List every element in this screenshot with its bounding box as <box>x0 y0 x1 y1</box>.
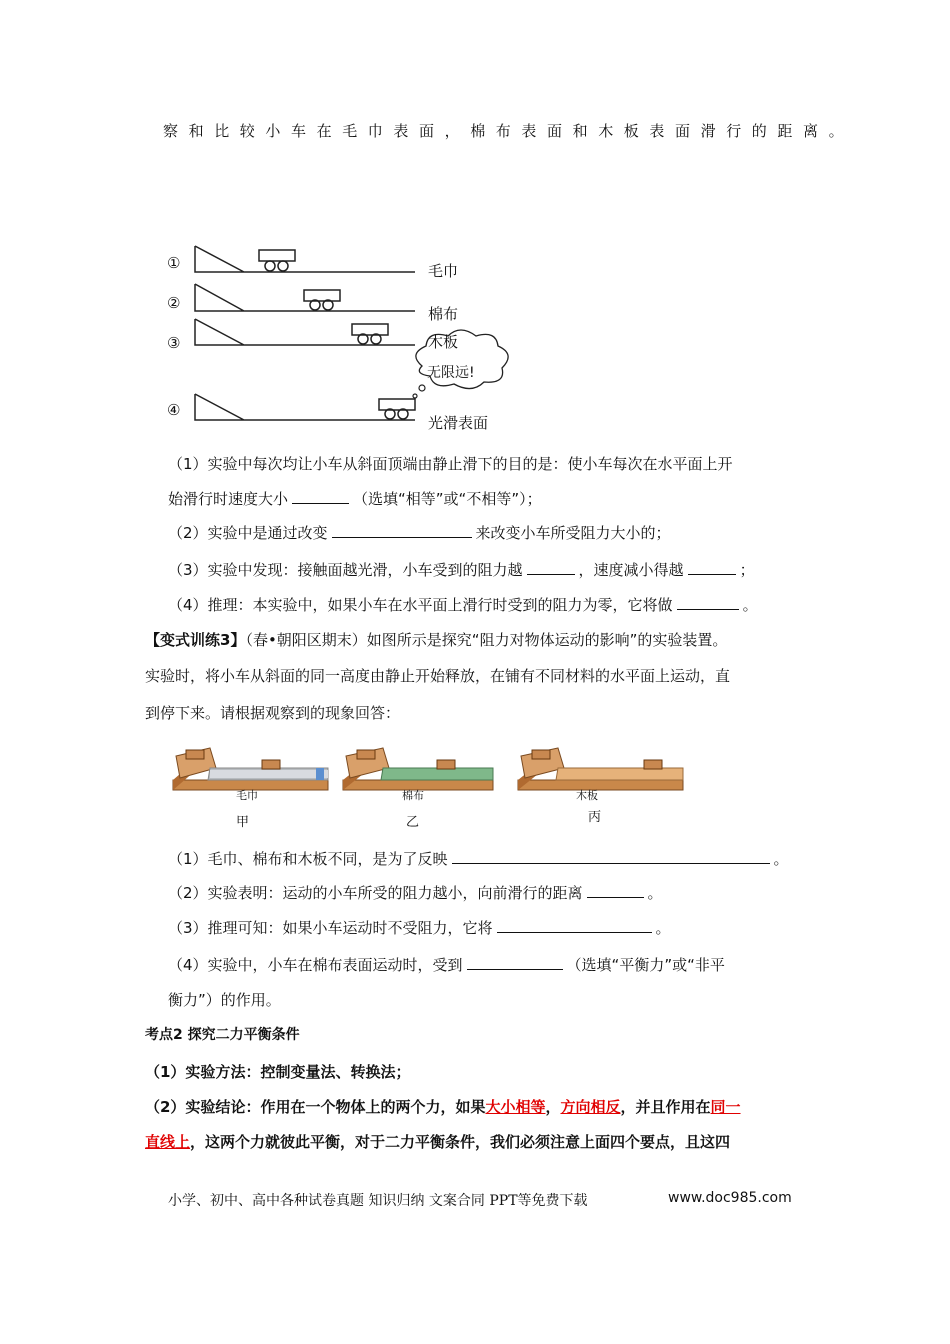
q2-part1: （1）毛巾、棉布和木板不同，是为了反映 。 <box>168 850 789 868</box>
q2-part4-line1: （4）实验中，小车在棉布表面运动时，受到 （选填“平衡力”或“非平 <box>168 956 725 974</box>
panel-surface-label: 木板 <box>576 789 598 802</box>
panel-surface-label: 毛巾 <box>236 789 258 802</box>
q2-part4-line2: 衡力”）的作用。 <box>168 991 281 1009</box>
answer-blank[interactable] <box>467 955 563 970</box>
answer-blank[interactable] <box>497 918 652 933</box>
q1-part4: （4）推理：本实验中，如果小车在水平面上滑行时受到的阻力为零，它将做 。 <box>168 596 758 614</box>
answer-blank[interactable] <box>452 849 770 864</box>
kaodian-method: （1）实验方法：控制变量法、转换法； <box>145 1063 411 1081</box>
answer-blank[interactable] <box>587 883 644 898</box>
answer-blank[interactable] <box>292 489 349 504</box>
q1-part2: （2）实验中是通过改变 来改变小车所受阻力大小的； <box>168 524 671 542</box>
surface-label: 毛巾 <box>428 262 459 280</box>
bubble-text: 无限远! <box>427 365 475 381</box>
row-number: ① <box>167 254 181 272</box>
footer-url[interactable]: www.doc985.com <box>668 1190 792 1206</box>
kaodian-conclusion-line2: 直线上，这两个力就彼此平衡，对于二力平衡条件，我们必须注意上面四个要点，且这四 <box>145 1133 731 1151</box>
kaodian-title: 考点2 探究二力平衡条件 <box>145 1027 300 1043</box>
row-number: ③ <box>167 334 181 352</box>
incline-figure <box>160 238 540 438</box>
surface-label: 棉布 <box>428 305 459 323</box>
row-number: ④ <box>167 401 181 419</box>
kaodian-conclusion-line1: （2）实验结论：作用在一个物体上的两个力，如果大小相等，方向相反，并且作用在同一 <box>145 1098 741 1116</box>
q2-part2: （2）实验表明：运动的小车所受的阻力越小，向前滑行的距离 。 <box>168 884 663 902</box>
q1-part3: （3）实验中发现：接触面越光滑，小车受到的阻力越 ，速度减小得越 ； <box>168 561 755 579</box>
answer-blank[interactable] <box>332 523 472 538</box>
variant-line3: 到停下来。请根据观察到的现象回答： <box>145 704 401 722</box>
panel-name: 甲 <box>236 815 250 830</box>
footer-text: 小学、初中、高中各种试卷真题 知识归纳 文案合同 PPT等免费下载 <box>168 1193 588 1209</box>
row-number: ② <box>167 294 181 312</box>
surface-label: 光滑表面 <box>428 414 489 432</box>
panel-name: 丙 <box>588 810 602 825</box>
ramp-figure <box>168 738 698 794</box>
answer-blank[interactable] <box>677 595 739 610</box>
answer-blank[interactable] <box>527 560 575 575</box>
variant-line1: 【变式训练3】（春•朝阳区期末）如图所示是探究“阻力对物体运动的影响”的实验装置。 <box>145 631 728 649</box>
q2-part3: （3）推理可知：如果小车运动时不受阻力，它将 。 <box>168 919 671 937</box>
panel-name: 乙 <box>406 815 420 830</box>
panel-surface-label: 棉布 <box>402 789 424 802</box>
intro-line: 察和比较小车在毛巾表面，棉布表面和木板表面滑行的距离。 <box>163 122 855 140</box>
q1-part1-line1: （1）实验中每次均让小车从斜面顶端由静止滑下的目的是：使小车每次在水平面上开 <box>168 455 733 473</box>
answer-blank[interactable] <box>688 560 736 575</box>
variant-line2: 实验时，将小车从斜面的同一高度由静止开始释放，在铺有不同材料的水平面上运动，直 <box>145 667 731 685</box>
q1-part1-line2: 始滑行时速度大小 （选填“相等”或“不相等”）； <box>168 490 542 508</box>
surface-label: 木板 <box>428 333 459 351</box>
